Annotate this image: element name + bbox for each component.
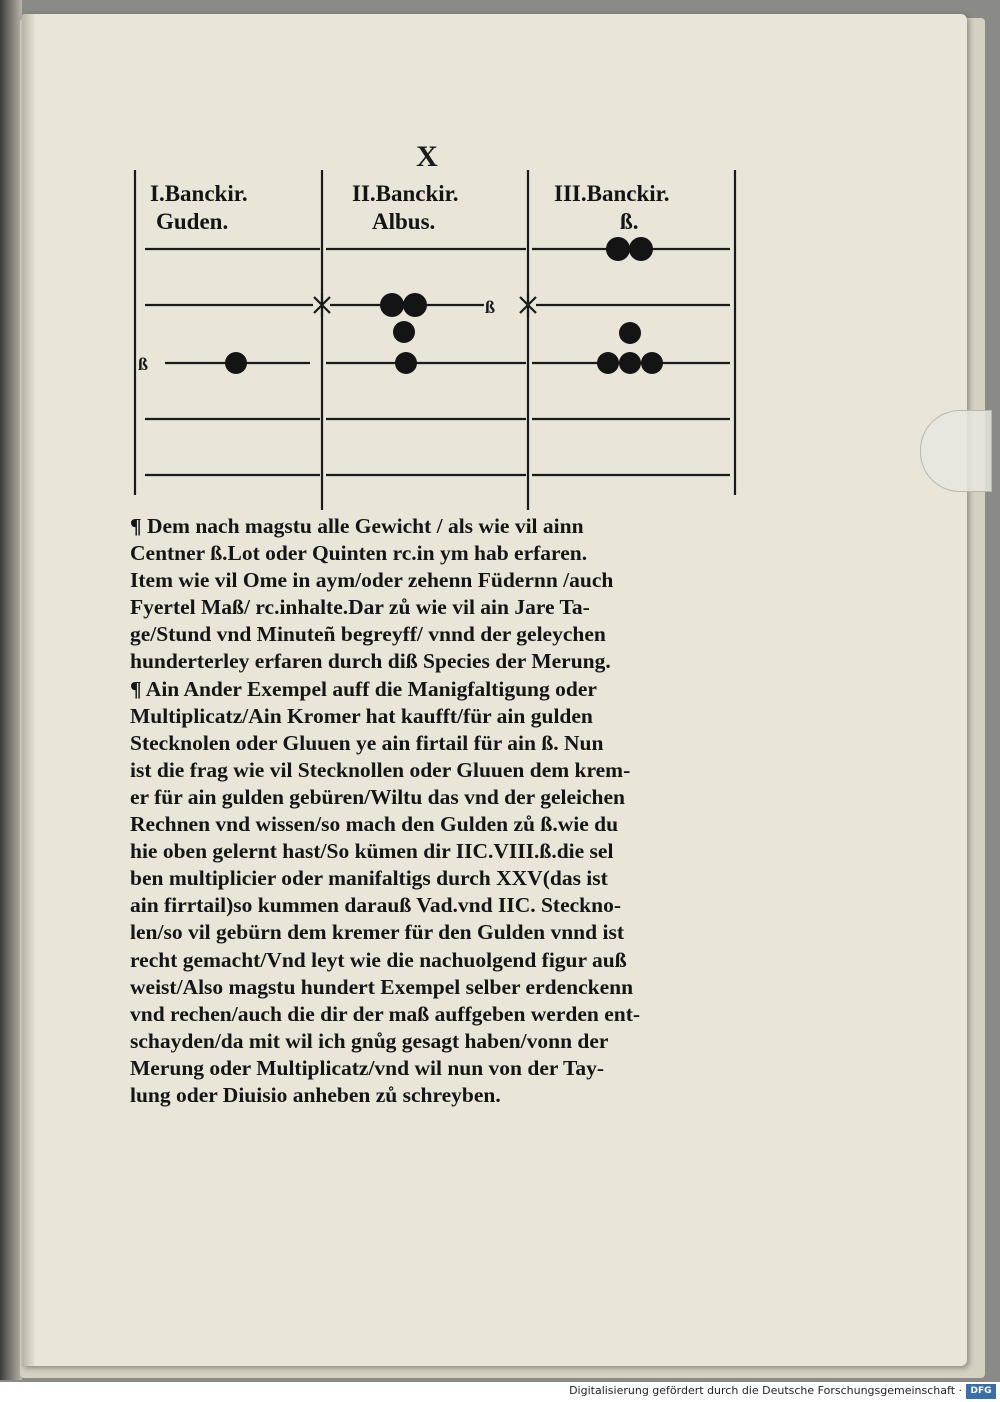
column-2-unit: Albus. (372, 209, 436, 234)
column-1-unit: Guden. (156, 209, 229, 234)
text-line: schayden/da mit wil ich gnůg gesagt haben/vonn der (130, 1028, 609, 1053)
counter (641, 352, 663, 374)
counter (606, 237, 630, 261)
footer-bar (0, 1382, 1000, 1402)
text-line: ben multiplicier oder manifaltigs durch XXV(das ist (130, 866, 608, 891)
counting-board-figure (130, 165, 740, 515)
text-line: Item wie vil Ome in aym/oder zehenn Füdernn /auch (130, 568, 614, 593)
text-line: Centner ß.Lot oder Quinten rc.in ym hab erfaren. (130, 541, 588, 566)
text-line: ¶ Ain Ander Exempel auff die Manigfaltigung oder (130, 676, 597, 701)
column-2-title: II.Banckir. (352, 181, 459, 206)
fives-mark-1: ß (138, 354, 149, 374)
funding-notice: Digitalisierung gefördert durch die Deutsche Forschungsgemeinschaft · (569, 1384, 962, 1397)
counter (403, 293, 427, 317)
text-line: lung oder Diuisio anheben zů schreyben. (130, 1082, 501, 1107)
text-line: Multiplicatz/Ain Kromer hat kaufft/für ain gulden (130, 703, 593, 728)
counter (629, 237, 653, 261)
text-line: Fyertel Maß/ rc.inhalte.Dar zů wie vil ain Jare Ta- (130, 595, 590, 620)
counter (380, 293, 404, 317)
text-line: len/so vil gebürn dem kremer für den Gulden vnnd ist (130, 920, 624, 945)
column-1-title: I.Banckir. (150, 181, 248, 206)
text-line: Stecknolen oder Gluuen ye ain firtail für ain ß. Nun (130, 730, 604, 755)
text-line: ist die frag wie vil Stecknollen oder Gluuen dem krem- (130, 757, 631, 782)
counter (225, 352, 247, 374)
text-line: weist/Also magstu hundert Exempel selber erdenckenn (130, 974, 634, 999)
text-line: hunderterley erfaren durch diß Species der Merung. (130, 649, 611, 674)
column-3-unit: ß. (620, 209, 639, 234)
counter (597, 352, 619, 374)
counter (393, 321, 415, 343)
star-mark-1 (314, 293, 330, 317)
book-spine (0, 0, 22, 1380)
text-line: vnd rechen/auch die dir der maß auffgeben werden ent- (130, 1001, 641, 1026)
text-line: Rechnen vnd wissen/so mach den Gulden zů ß.wie du (130, 812, 619, 837)
text-line: recht gemacht/Vnd leyt wie die nachuolgend figur auß (130, 947, 627, 972)
text-line: ain firrtail)so kummen darauß Vad.vnd IIC. Steckno- (130, 893, 622, 918)
dfg-logo-icon: DFG (966, 1384, 996, 1399)
text-line: Merung oder Multiplicatz/vnd wil nun von der Tay- (130, 1055, 605, 1080)
text-line: ¶ Dem nach magstu alle Gewicht / als wie vil ainn (130, 514, 584, 538)
text-line: er für ain gulden gebüren/Wiltu das vnd der geleichen (130, 784, 625, 809)
page-gutter-shadow (22, 14, 36, 1366)
page-number: X (416, 140, 438, 173)
text-line: ge/Stund vnd Minuteñ begreyff/ vnnd der geleychen (130, 622, 606, 647)
fives-mark-2: ß (485, 297, 496, 317)
counter (395, 352, 417, 374)
star-mark-2 (520, 293, 536, 317)
counter (619, 352, 641, 374)
text-line: hie oben gelernt hast/So kümen dir IIC.VIII.ß.die sel (130, 839, 614, 864)
body-text (130, 513, 730, 1109)
page-clip (920, 410, 992, 492)
counter (619, 322, 641, 344)
column-3-title: III.Banckir. (554, 181, 670, 206)
